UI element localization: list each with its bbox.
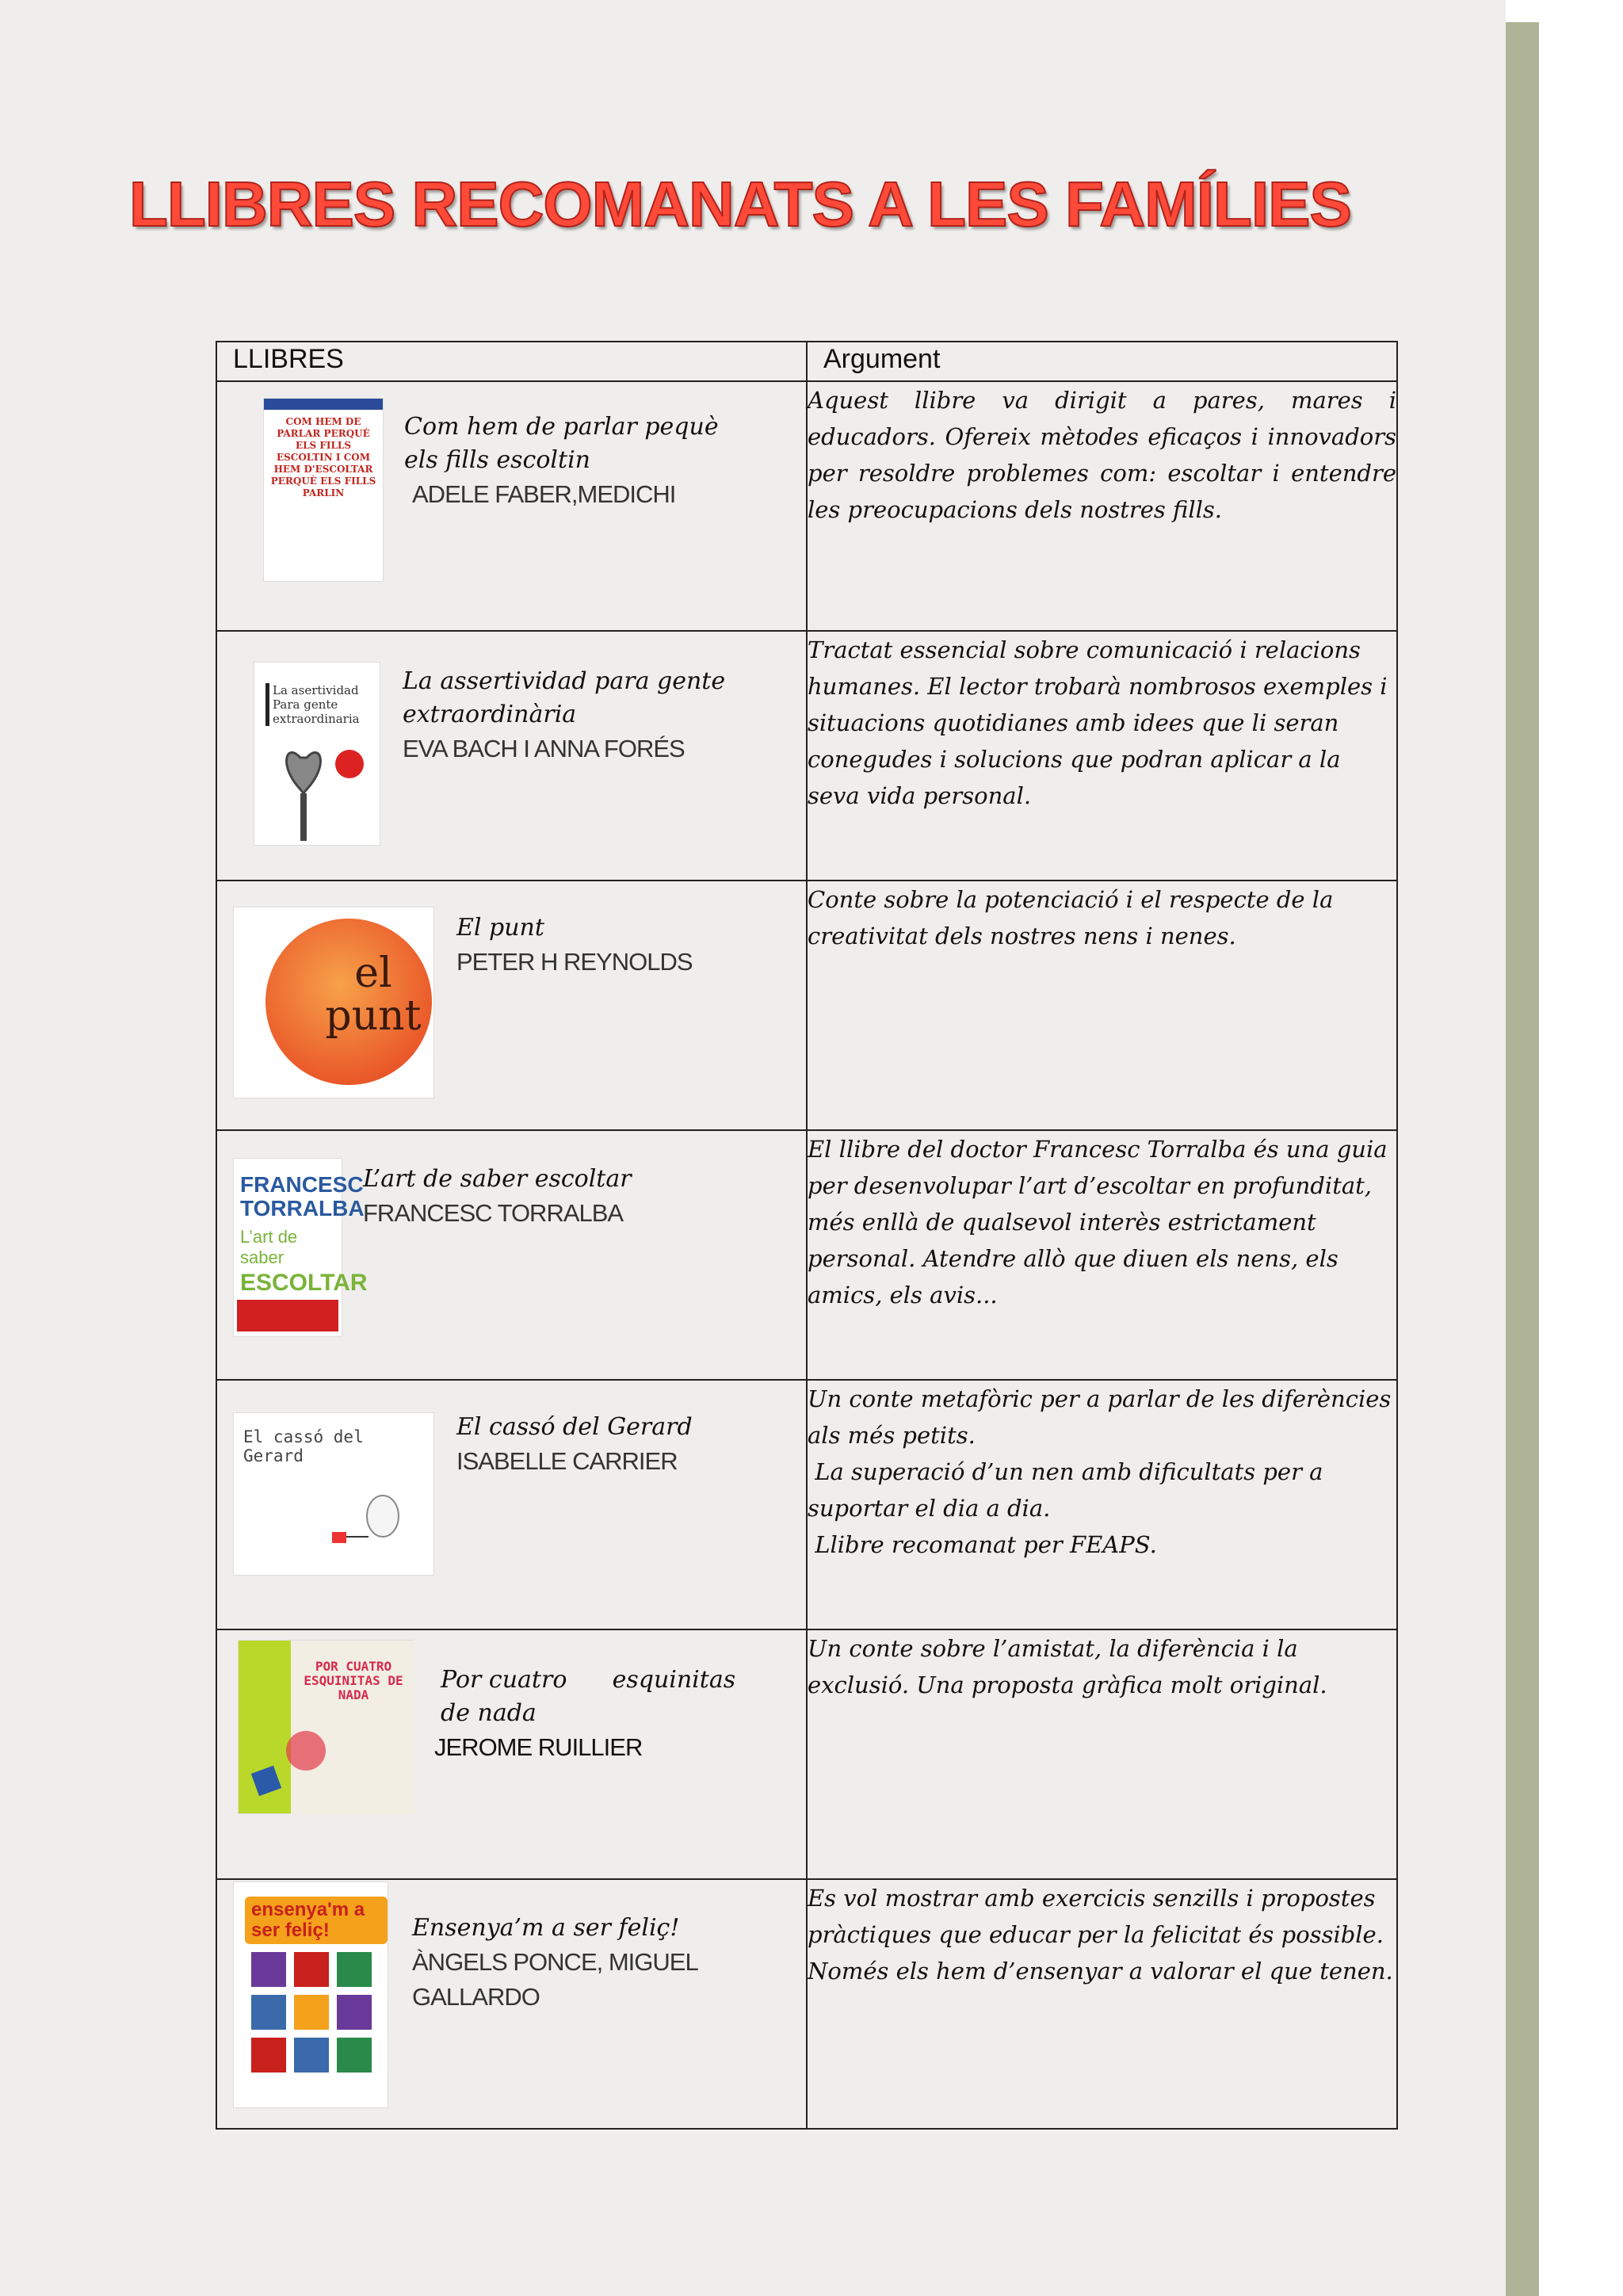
- book-cover-image: El cassó del Gerard: [233, 1412, 434, 1576]
- book-cover-image: ensenya'm a ser feliç!: [233, 1881, 388, 2108]
- books-table: [216, 341, 1398, 2130]
- book-cell: [217, 632, 806, 880]
- book-cell: [217, 1381, 806, 1629]
- book-title: L’art de saber escoltar: [363, 1165, 632, 1193]
- table-row: [216, 881, 1397, 1130]
- table-row: [216, 381, 1397, 631]
- book-argument: Es vol mostrar amb exercicis senzills i propostes pràctiques que educar per la felicitat és possible. Només els hem d’ensenyar a valorar el que tenen.: [807, 1879, 1397, 2129]
- table-row: [216, 1879, 1397, 2129]
- header-books: LLIBRES: [216, 342, 807, 381]
- book-author: PETER H REYNOLDS: [456, 948, 693, 976]
- page-title: LLIBRES RECOMANATS A LES FAMÍLIES: [129, 169, 1351, 239]
- book-cover-image: FRANCESC TORRALBA L’art de saber ESCOLTAR: [233, 1158, 342, 1337]
- table-row: [216, 631, 1397, 881]
- book-author: ISABELLE CARRIER: [456, 1447, 678, 1475]
- book-title: La assertividad para gente extraordinària: [403, 667, 726, 728]
- book-cell: [217, 1131, 806, 1379]
- book-argument: Un conte sobre l’amistat, la diferència i la exclusió. Una proposta gràfica molt original.: [807, 1629, 1397, 1879]
- book-cover-image: La asertividad Para gente extraordinaria: [254, 662, 380, 846]
- book-cell: [217, 881, 806, 1129]
- side-white-line: [1541, 14, 1547, 2296]
- book-argument: El llibre del doctor Francesc Torralba és una guia per desenvolupar l’art d’escoltar en profunditat, més enllà de qualsevol interès estrictament personal. Atendre allò que diuen els nens, els amics, els avis...: [807, 1130, 1397, 1380]
- book-author: ADELE FABER,MEDICHI: [412, 480, 676, 508]
- table-row: [216, 1130, 1397, 1380]
- book-author: ÀNGELS PONCE, MIGUEL GALLARDO: [412, 1948, 697, 2011]
- book-cell: [217, 382, 806, 630]
- book-cover-image: POR CUATRO ESQUINITAS DE NADA: [238, 1640, 414, 1814]
- book-author: FRANCESC TORRALBA: [363, 1199, 624, 1227]
- book-cover-image: el punt: [233, 907, 434, 1098]
- book-argument: Aquest llibre va dirigit a pares, mares i educadors. Ofereix mètodes eficaços i innovadors per resoldre problemes com: escoltar i entendre les preocupacions dels nostres fills.: [807, 381, 1397, 631]
- book-author: EVA BACH I ANNA FORÉS: [403, 735, 685, 762]
- book-title: El punt: [456, 914, 544, 942]
- table-row: [216, 1380, 1397, 1629]
- table-row: [216, 1629, 1397, 1879]
- book-author: JEROME RUILLIER: [434, 1733, 643, 1761]
- book-argument: Tractat essencial sobre comunicació i relacions humanes. El lector trobarà nombrosos exemples i situacions quotidianes amb idees que li seran conegudes i solucions que podran aplicar a la seva vida personal.: [807, 631, 1397, 881]
- side-decoration-bar: [1506, 0, 1623, 2296]
- book-argument: Un conte metafòric per a parlar de les diferències als més petits. La superació d’un nen amb dificultats per a suportar el dia a dia. Llibre recomanat per FEAPS.: [807, 1380, 1397, 1629]
- book-argument: Conte sobre la potenciació i el respecte de la creativitat dels nostres nens i nenes.: [807, 881, 1397, 1130]
- book-cover-image: COM HEM DE PARLAR PERQUÈ ELS FILLS ESCOLTIN I COM HEM D'ESCOLTAR PERQUÈ ELS FILLS PARLIN: [263, 398, 384, 582]
- book-title: Com hem de parlar pequè els fills escoltin: [404, 413, 719, 474]
- table-header-row: [216, 342, 1397, 381]
- side-stripe: [1506, 22, 1539, 2296]
- book-title: Ensenya’m a ser feliç!: [412, 1914, 680, 1942]
- book-title: El cassó del Gerard: [456, 1413, 693, 1441]
- book-title-line2: de nada: [441, 1699, 537, 1727]
- book-cell: [217, 1880, 806, 2128]
- header-argument: Argument: [807, 342, 1397, 381]
- book-title: Por cuatro esquinitas: [441, 1666, 736, 1694]
- book-cell: [217, 1630, 806, 1878]
